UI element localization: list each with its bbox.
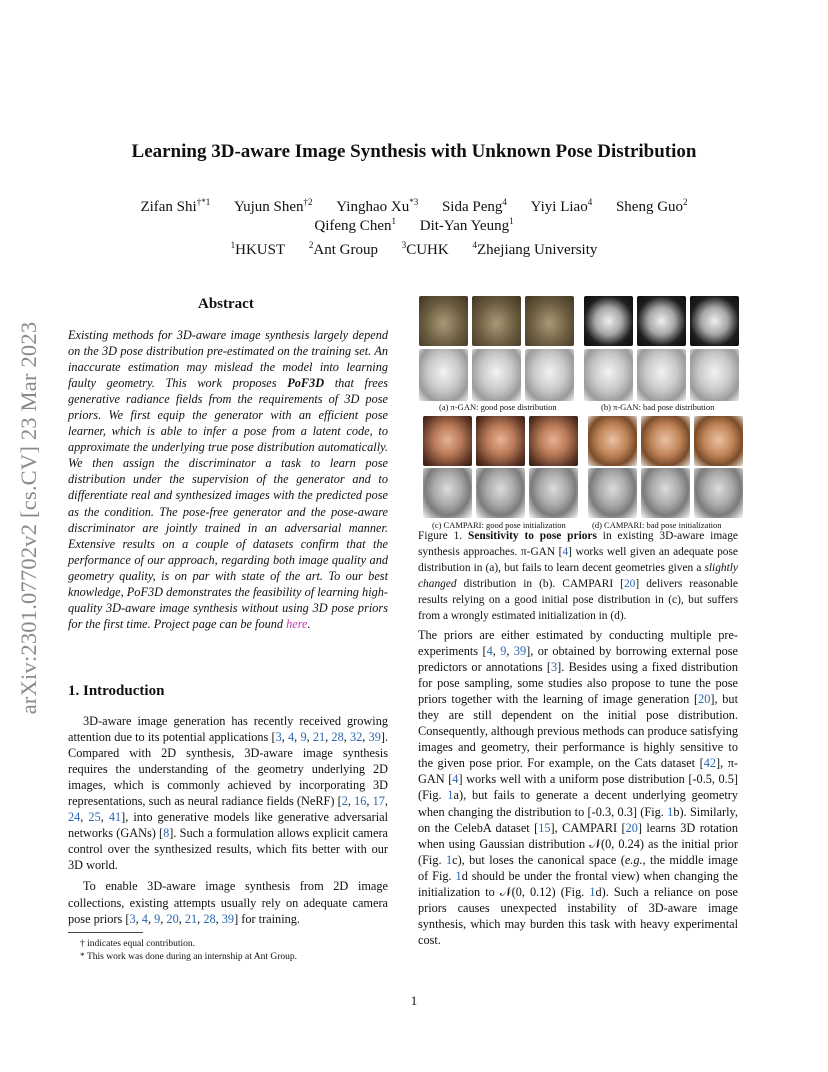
figure-reference-link[interactable]: 1	[455, 868, 462, 883]
introduction-body	[68, 713, 388, 927]
citation-link[interactable]: 20	[625, 820, 638, 835]
citation-link[interactable]: 32	[349, 730, 363, 745]
citation-link[interactable]: 39	[368, 730, 381, 745]
citation-link[interactable]: 4	[141, 911, 148, 926]
page-number: 1	[410, 993, 418, 1008]
cat-render-image	[637, 296, 686, 346]
geometry-image	[588, 468, 637, 518]
author: Sheng Guo$^2$	[615, 197, 688, 215]
footnote-rule	[68, 932, 143, 933]
subcaption-d: (d) CAMPARI: bad pose initialization	[592, 520, 722, 530]
face-render-image	[529, 416, 578, 466]
footnote: * This work was done during an internship at Ant Group.	[80, 951, 297, 962]
affiliations	[0, 240, 828, 259]
citation-link[interactable]: 3	[275, 730, 282, 745]
citation-link[interactable]: 16	[354, 794, 367, 809]
geometry-image	[423, 468, 472, 518]
citation-link[interactable]: 28	[203, 911, 216, 926]
citation-link[interactable]: 4	[452, 772, 459, 787]
paragraph: To enable 3D-aware image synthesis from 2D image collections, existing attempts usually rely on adequate camera pose priors [3, 4, 9, 20, 21, 28, 39] for training.	[68, 879, 388, 926]
geometry-image	[529, 468, 578, 518]
geometry-image	[641, 468, 690, 518]
figure-reference-link[interactable]: 1	[667, 804, 674, 819]
citation-link[interactable]: 8	[163, 826, 170, 841]
footnotes	[80, 938, 297, 963]
method-name: PoF3D	[287, 376, 325, 391]
author-list-line-1	[0, 197, 828, 216]
citation-link[interactable]: 20	[623, 577, 636, 590]
geometry-image	[584, 349, 633, 401]
author-list-line-2	[0, 216, 828, 235]
citation-link[interactable]: 9	[154, 911, 161, 926]
citation-link[interactable]: 24	[68, 810, 81, 825]
arxiv-stamp	[5, 282, 53, 754]
cat-render-image	[525, 296, 574, 346]
citation-link[interactable]: 4	[562, 545, 569, 558]
citation-link[interactable]: 9	[500, 644, 507, 659]
project-page-link[interactable]: here	[286, 616, 308, 631]
citation-link[interactable]: 3	[129, 911, 136, 926]
geometry-image	[525, 349, 574, 401]
geometry-image	[476, 468, 525, 518]
face-render-image	[641, 416, 690, 466]
cat-render-image	[690, 296, 739, 346]
citation-link[interactable]: 15	[538, 820, 551, 835]
figure-reference-link[interactable]: 1	[447, 788, 454, 803]
citation-link[interactable]: 3	[551, 660, 558, 675]
abstract-heading: Abstract	[198, 296, 254, 312]
affiliation: $^1$HKUST	[230, 240, 286, 258]
figure-caption: Figure 1. Sensitivity to pose priors in existing 3D-aware image synthesis approaches. π-GAN [4] works well given an adequate pose distribution in (a), but fails to learn decent geometries given a slightly changed distribution in (b). CAMPARI [20] delivers reasonable results relying on a good initial pose distribution in (c), but suffers from a wrongly estimated initialization in (d).	[418, 530, 738, 622]
author: Yujun Shen$^{\dagger 2}$	[233, 197, 313, 215]
author: Qifeng Chen$^1$	[314, 216, 396, 234]
citation-link[interactable]: 4	[288, 730, 295, 745]
citation-link[interactable]: 42	[703, 756, 716, 771]
citation-link[interactable]: 2	[341, 794, 348, 809]
image-row-cats	[419, 296, 739, 346]
author: Yinghao Xu$^{*3}$	[336, 197, 419, 215]
citation-link[interactable]: 41	[108, 810, 122, 825]
citation-link[interactable]: 9	[300, 730, 307, 745]
citation-link[interactable]: 4	[486, 644, 493, 659]
face-render-image	[588, 416, 637, 466]
citation-link[interactable]: 20	[166, 911, 179, 926]
introduction-body-continued: The priors are either estimated by conducting multiple pre-experiments [4, 9, 39], or obtained by borrowing external pose predictors or annotations [3]. Besides using a fixed distribution for pose sampling, some studies also propose to tune the pose priors together with the learning of image generation [20], but they are still dependent on the initial pose distribution. Consequently, although previous methods can produce satisfying images and geometry, their performance is highly sensitive to the given pose prior. For example, on the Cats dataset [42], π-GAN [4] works well with a uniform pose distribution [-0.5, 0.5] (Fig. 1a), but fails to generate a decent underlying geometry when changing the distribution to [-0.3, 0.3] (Fig. 1b). Similarly, on the CelebA dataset [15], CAMPARI [20] learns 3D rotation when using Gaussian distribution 𝒩(0, 0.24) as the initial prior (Fig. 1c), but loses the canonical space (e.g., the middle image of Fig. 1d should be under the frontal view) when changing the initialization to 𝒩(0, 0.12) (Fig. 1d). Such a reliance on pose priors causes unexpected instability of 3D-aware image synthesis, which may burden this task with heavy experimental cost.	[418, 628, 739, 947]
paragraph: 3D-aware image generation has recently received growing attention due to its potential applications [3, 4, 9, 21, 28, 32, 39]. Compared with 2D synthesis, 3D-aware image synthesis requires the understanding of the geometry underlying 2D images, which is commonly achieved by incorporating 3D representations, such as neural radiance fields (NeRF) [2, 16, 17, 24, 25, 41], into generative models like generative adversarial networks (GANs) [8]. Such a formulation allows explicit camera control over the synthesized results, which fits better with our 3D world.	[68, 714, 389, 873]
face-render-image	[694, 416, 743, 466]
abstract-body: Existing methods for 3D-aware image synthesis largely depend on the 3D pose distribution pre-estimated on the training set. An inaccurate estimation may mislead the model into learning faulty geometry. This work proposes PoF3D that frees generative radiance fields from the requirements of 3D pose priors. We first equip the generator with an efficient pose learner, which is able to infer a pose from a latent code, to approximate the underlying true pose distribution automatically. We then assign the discriminator a task to learn pose distribution under the supervision of the generator and to differentiate real and synthesized images with the predicted pose as the condition. The pose-free generator and the pose-aware discriminator are jointly trained in an adversarial manner. Extensive results on a couple of datasets confirm that the performance of our approach, regarding both image quality and geometry quality, is on par with state of the art. To our best knowledge, PoF3D demonstrates the feasibility of learning high-quality 3D-aware image synthesis without using 3D pose priors for the first time. Project page can be found here.	[68, 328, 388, 631]
geometry-image	[637, 349, 686, 401]
paper-title: Learning 3D-aware Image Synthesis with Unknown Pose Distribution	[131, 141, 697, 162]
citation-link[interactable]: 17	[372, 794, 385, 809]
geometry-image	[690, 349, 739, 401]
author: Zifan Shi$^{\dagger*1}$	[140, 197, 211, 215]
arxiv-identifier: arXiv:2301.07702v2 [cs.CV] 23 Mar 2023	[16, 321, 41, 715]
citation-link[interactable]: 28	[331, 730, 344, 745]
figure-reference-link[interactable]: 1	[589, 884, 596, 899]
citation-link[interactable]: 20	[698, 692, 711, 707]
image-row-cat-geometry	[419, 349, 739, 401]
affiliation: $^3$CUHK	[401, 240, 449, 258]
geometry-image	[419, 349, 468, 401]
author: Dit-Yan Yeung$^1$	[419, 216, 514, 234]
affiliation: $^4$Zhejiang University	[472, 240, 598, 258]
footnote: † indicates equal contribution.	[80, 939, 196, 949]
affiliation: $^2$Ant Group	[308, 240, 378, 258]
figure-reference-link[interactable]: 1	[445, 852, 453, 867]
geometry-image	[694, 468, 743, 518]
image-row-face-geometry	[423, 468, 743, 518]
face-render-image	[423, 416, 472, 466]
cat-render-image	[419, 296, 468, 346]
citation-link[interactable]: 21	[312, 730, 326, 745]
citation-link[interactable]: 39	[513, 644, 527, 659]
subcaption-b: (b) π-GAN: bad pose distribution	[601, 402, 715, 412]
subcaption-c: (c) CAMPARI: good pose initialization	[432, 520, 566, 530]
section-heading-introduction: 1. Introduction	[68, 683, 165, 699]
author: Sida Peng$^4$	[441, 197, 507, 215]
subcaption-a: (a) π-GAN: good pose distribution	[439, 402, 557, 412]
face-render-image	[476, 416, 525, 466]
image-row-faces	[423, 416, 743, 466]
citation-link[interactable]: 25	[88, 810, 101, 825]
cat-render-image	[472, 296, 521, 346]
cat-render-image	[584, 296, 633, 346]
author: Yiyi Liao$^4$	[530, 197, 593, 215]
citation-link[interactable]: 39	[221, 911, 235, 926]
citation-link[interactable]: 21	[184, 911, 198, 926]
geometry-image	[472, 349, 521, 401]
